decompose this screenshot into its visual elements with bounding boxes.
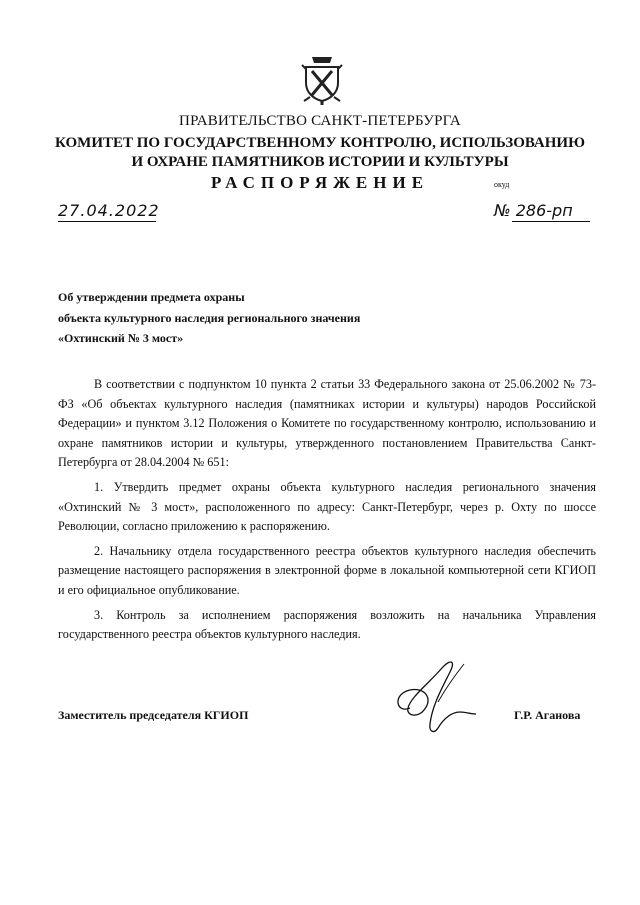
document-type: РАСПОРЯЖЕНИЕ	[210, 173, 430, 192]
item-2-paragraph: 2. Начальнику отдела государственного реестра объектов культурного наследия обеспечить размещение настоящего распоряжения в электронной форме в локальной компьютерной сети КГИОП и его официальное опубликование.	[58, 543, 596, 597]
document-body	[58, 375, 596, 650]
committee-title-line1: КОМИТЕТ ПО ГОСУДАРСТВЕННОМУ КОНТРОЛЮ, ИСПОЛЬЗОВАНИЮ	[55, 135, 585, 151]
document-subject	[58, 287, 360, 349]
number-underline	[512, 221, 590, 222]
document-number: № 286-рп	[494, 201, 573, 220]
government-title: ПРАВИТЕЛЬСТВО САНКТ-ПЕТЕРБУРГА	[179, 113, 461, 129]
subject-line1: Об утверждении предмета охраны	[58, 290, 245, 304]
handwritten-signature	[380, 658, 500, 742]
preamble-paragraph: В соответствии с подпунктом 10 пункта 2 статьи 33 Федерального закона от 25.06.2002 № 73-ФЗ «Об объектах культурного наследия (памятниках истории и культуры) народов Российской Федерации» и пунктом 3.12 Положения о Комитете по государственному контролю, использованию и охране памятников истории и культуры, утвержденного постановлением Правительства Санкт-Петербурга от 28.04.2004 № 651:	[58, 377, 596, 470]
signer-name: Г.Р. Аганова	[514, 708, 581, 722]
item-3-paragraph: 3. Контроль за исполнением распоряжения возложить на начальника Управления государственного реестра объектов культурного наследия.	[58, 607, 596, 642]
date-underline	[58, 221, 156, 222]
committee-title	[0, 134, 640, 172]
document-date: 27.04.2022	[58, 201, 160, 220]
item-1-paragraph: 1. Утвердить предмет охраны объекта культурного наследия регионального значения «Охтинский № 3 мост», расположенного по адресу: Санкт-Петербург, через р. Охту по шоссе Революции, согласно приложению к распоряжению.	[58, 479, 596, 534]
subject-line3: «Охтинский № 3 мост»	[58, 331, 184, 345]
committee-title-line2: И ОХРАНЕ ПАМЯТНИКОВ ИСТОРИИ И КУЛЬТУРЫ	[131, 154, 509, 170]
subject-line2: объекта культурного наследия регионального значения	[58, 310, 361, 325]
coat-of-arms-icon	[300, 55, 344, 105]
okud-label: окуд	[494, 180, 510, 189]
signer-position: Заместитель председателя КГИОП	[58, 708, 249, 722]
